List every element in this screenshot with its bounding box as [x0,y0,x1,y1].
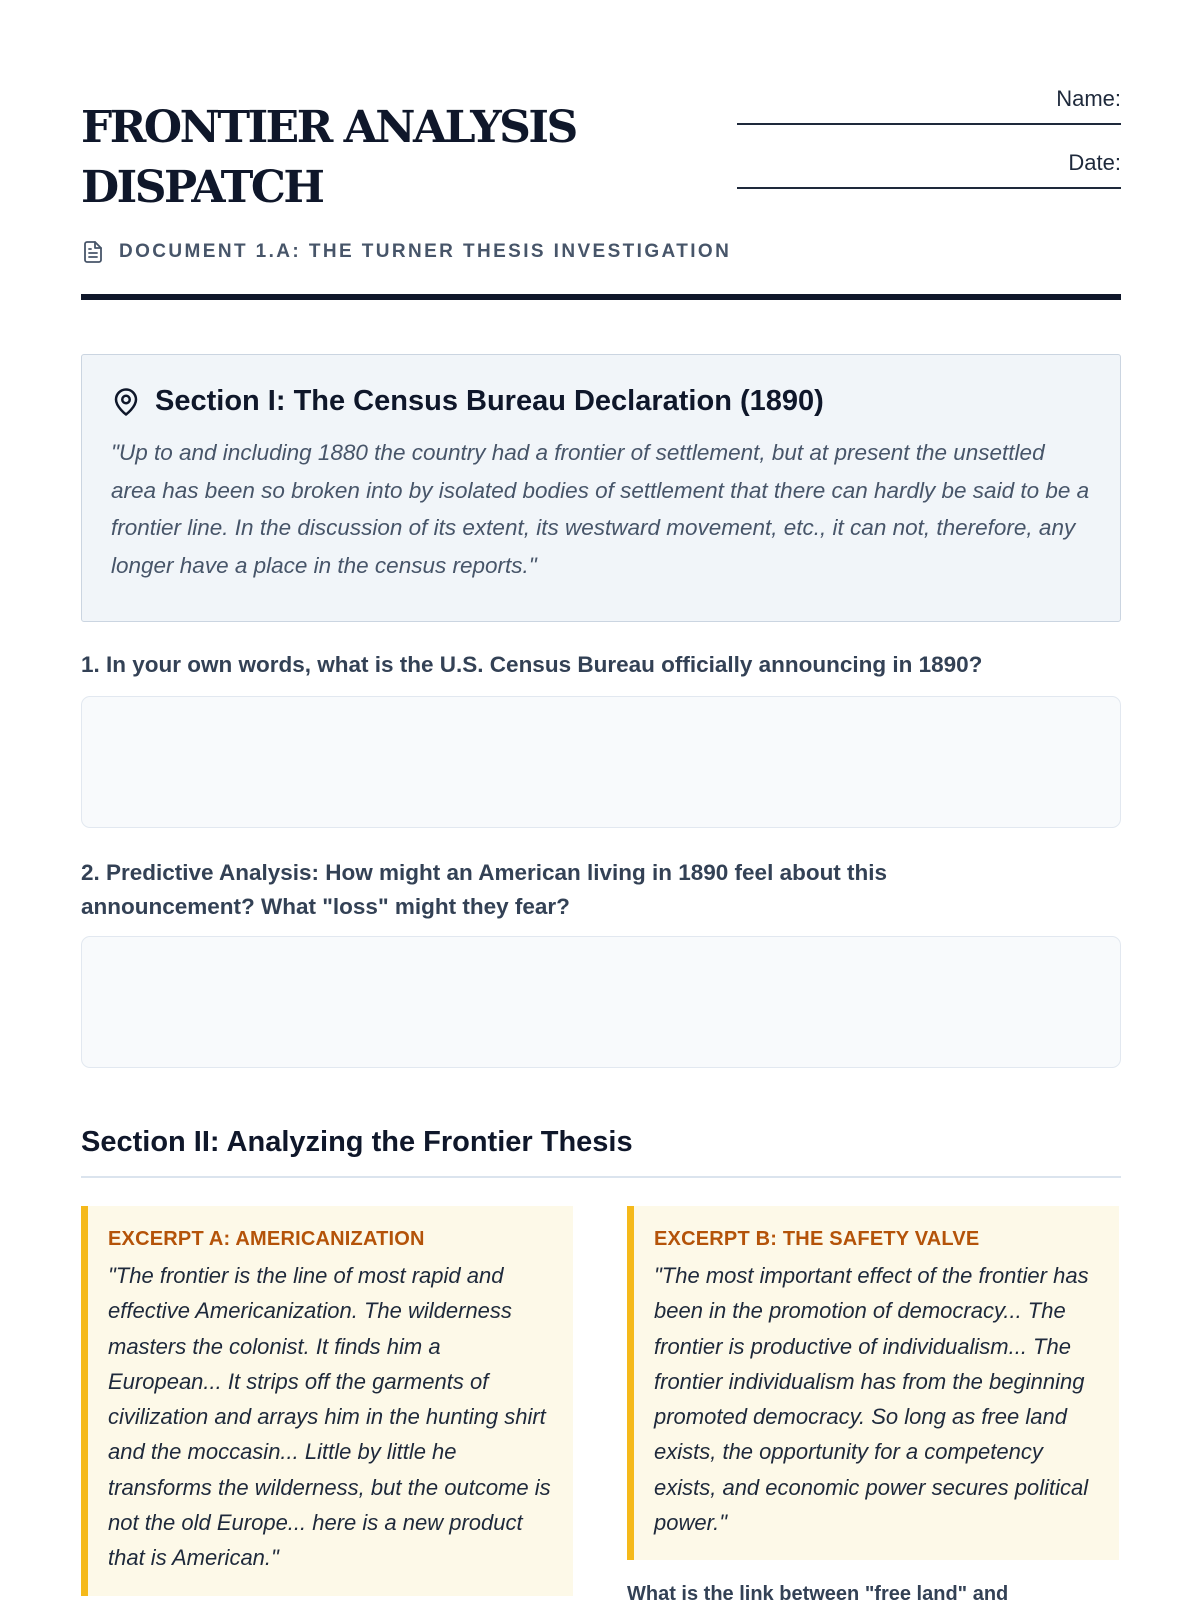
header-divider [81,294,1121,300]
section-1-card [81,354,1121,622]
excerpt-a-heading: EXCERPT A: AMERICANIZATION [108,1228,425,1250]
excerpt-b [627,1206,1119,1560]
title-line-1: FRONTIER ANALYSIS [81,102,576,153]
map-pin-icon [111,387,141,417]
section-1-title: Section I: The Census Bureau Declaration (1890) [155,385,824,417]
section-1-header [111,385,1092,418]
date-label: Date: [1068,150,1121,175]
census-quote: "Up to and including 1880 the country had a frontier of settlement, but at present the unsettled area has been so broken into by isolated bodies of settlement that there can hardly be said to be a frontier line. In the discussion of its extent, its westward movement, etc., it can not, therefore, any longer have a place in the census reports." [111,440,1090,578]
question-3-partial: What is the link between "free land" and [627,1583,1009,1600]
excerpt-b-heading: EXCERPT B: THE SAFETY VALVE [654,1228,980,1250]
question-2: 2. Predictive Analysis: How might an American living in 1890 feel about this announcement? What "loss" might they fear? [81,860,888,919]
page-title [81,98,641,218]
name-field[interactable] [737,123,1121,125]
date-field[interactable] [737,187,1121,189]
document-label: DOCUMENT 1.A: THE TURNER THESIS INVESTIGATION [119,241,732,262]
excerpt-a-text: "The frontier is the line of most rapid and effective Americanization. The wilderness masters the colonist. It finds him a European... It strips off the garments of civilization and arrays him in the hunting shirt and the moccasin... Little by little he transforms the wilderness, but the outcome is not the old Europe... here is a new product that is American." [108,1263,551,1571]
section-2-title: Section II: Analyzing the Frontier Thesis [81,1126,633,1158]
excerpt-b-text: "The most important effect of the frontier has been in the promotion of democracy... The frontier is productive of individualism... The frontier individualism has from the beginning promoted democracy. So long as free land exists, the opportunity for a competency exists, and economic power secures political power." [654,1263,1089,1536]
section-2-divider [81,1176,1121,1178]
title-line-2: DISPATCH [81,162,323,213]
name-label: Name: [1056,86,1121,111]
answer-box-2[interactable] [81,936,1121,1068]
header [81,86,1121,298]
excerpt-a [81,1206,573,1596]
answer-box-1[interactable] [81,696,1121,828]
document-icon [81,240,105,264]
name-date-block [737,84,1121,212]
question-1: 1. In your own words, what is the U.S. Census Bureau officially announcing in 1890? [81,652,983,677]
document-subtitle [81,240,731,264]
